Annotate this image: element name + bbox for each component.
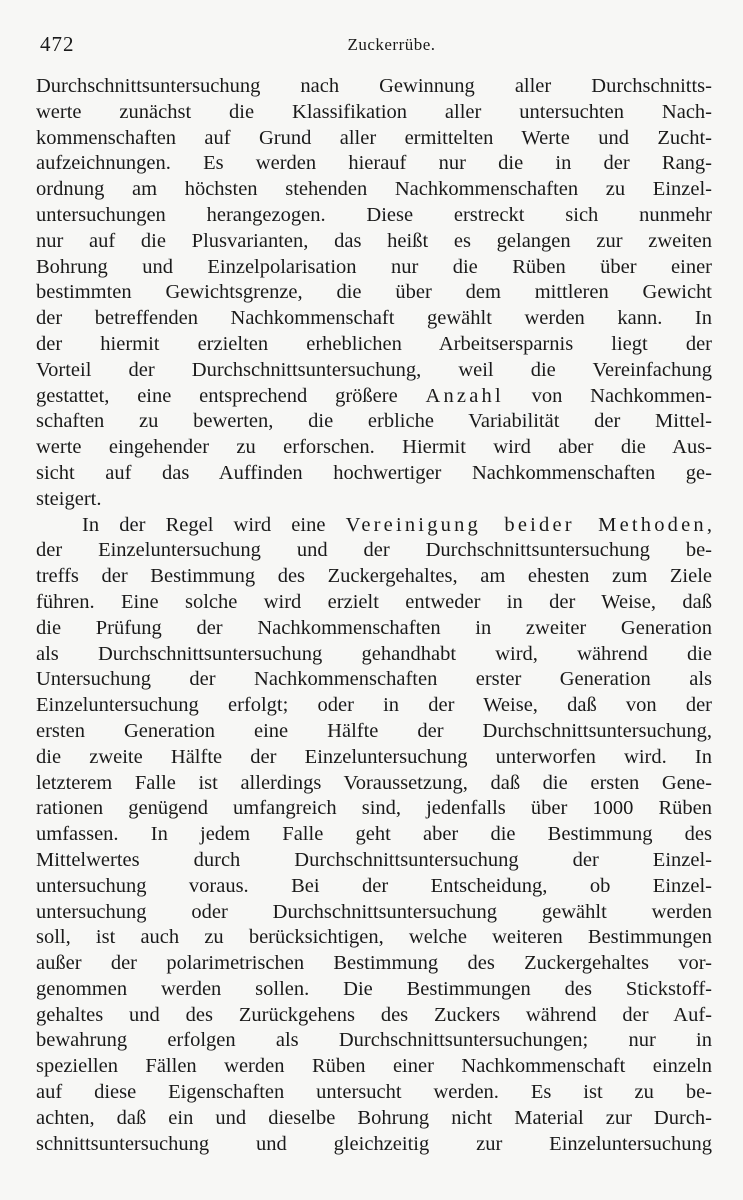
line-text: genommen werden sollen. Die Bestimmungen des Stickstoff- <box>36 977 712 1000</box>
running-title: Zuckerrübe. <box>347 35 436 54</box>
page-number: 472 <box>40 32 75 56</box>
text-line <box>36 925 712 951</box>
line-text: aufzeichnungen. Es werden hierauf nur die in der Rang- <box>36 152 712 175</box>
text-line <box>36 513 712 539</box>
line-text-after: , <box>706 513 712 536</box>
line-text: speziellen Fällen werden Rüben einer Nachkommenschaft einzeln <box>36 1055 712 1078</box>
line-text: untersuchung oder Durchschnittsuntersuchung gewählt werden <box>36 900 712 923</box>
text-line <box>36 667 712 693</box>
text-line <box>36 771 712 797</box>
text-line <box>36 384 712 410</box>
text-line <box>36 848 712 874</box>
text-line <box>36 151 712 177</box>
text-line <box>36 1054 712 1080</box>
line-text: rationen genügend umfangreich sind, jedenfalls über 1000 Rüben <box>36 797 712 820</box>
line-text: führen. Eine solche wird erzielt entweder in der Weise, daß <box>36 590 712 613</box>
line-text: die zweite Hälfte der Einzeluntersuchung unterworfen wird. In <box>36 745 712 768</box>
text-line <box>36 358 712 384</box>
line-text: nur auf die Plusvarianten, das heißt es gelangen zur zweiten <box>36 229 712 252</box>
text-line <box>36 538 712 564</box>
text-line <box>36 951 712 977</box>
text-line <box>36 719 712 745</box>
spaced-emphasis: Vereinigung beider Methoden <box>345 513 707 536</box>
line-text: Vorteil der Durchschnittsuntersuchung, weil die Vereinfachung <box>36 358 712 381</box>
line-text: schnittsuntersuchung und gleichzeitig zur Einzeluntersuchung <box>36 1132 712 1155</box>
text-line <box>36 745 712 771</box>
line-text: untersuchung voraus. Bei der Entscheidung, ob Einzel- <box>36 874 712 897</box>
body-text <box>36 74 712 1157</box>
line-text: werte eingehender zu erforschen. Hiermit wird aber die Aus- <box>36 436 712 459</box>
text-line <box>36 822 712 848</box>
text-line <box>36 590 712 616</box>
line-text: bestimmten Gewichtsgrenze, die über dem mittleren Gewicht <box>36 281 712 304</box>
line-text: ordnung am höchsten stehenden Nachkommenschaften zu Einzel- <box>36 178 712 201</box>
spaced-emphasis: Anzahl <box>425 384 504 407</box>
line-text: soll, ist auch zu berücksichtigen, welche weiteren Bestimmungen <box>36 926 712 949</box>
line-text: gehaltes und des Zurückgehens des Zuckers während der Auf- <box>36 1003 712 1026</box>
line-text: Mittelwertes durch Durchschnittsuntersuchung der Einzel- <box>36 848 712 871</box>
text-line <box>36 1003 712 1029</box>
text-line <box>36 177 712 203</box>
page-header <box>36 28 707 62</box>
text-line <box>36 642 712 668</box>
line-text: Bohrung und Einzelpolarisation nur die Rüben über einer <box>36 255 712 278</box>
text-line <box>36 977 712 1003</box>
text-line <box>36 461 712 487</box>
text-line <box>36 280 712 306</box>
text-line <box>36 1106 712 1132</box>
line-text: als Durchschnittsuntersuchung gehandhabt wird, während die <box>36 642 712 665</box>
line-text-after: von Nachkommen- <box>503 384 712 407</box>
text-line <box>36 100 712 126</box>
text-line <box>36 435 712 461</box>
text-line <box>36 1028 712 1054</box>
line-text: In der Regel wird eine <box>82 513 326 536</box>
text-line <box>36 874 712 900</box>
line-text: Durchschnittsuntersuchung nach Gewinnung aller Durchschnitts- <box>36 75 712 97</box>
text-line <box>36 564 712 590</box>
text-line <box>36 900 712 926</box>
line-text: der Einzeluntersuchung und der Durchschnittsuntersuchung be- <box>36 539 712 562</box>
line-text: achten, daß ein und dieselbe Bohrung nicht Material zur Durch- <box>36 1106 712 1129</box>
line-text: umfassen. In jedem Falle geht aber die Bestimmung des <box>36 823 712 846</box>
text-line <box>36 693 712 719</box>
line-text: der hiermit erzielten erheblichen Arbeitsersparnis liegt der <box>36 332 712 355</box>
line-text: der betreffenden Nachkommenschaft gewählt werden kann. In <box>36 307 712 330</box>
line-text: außer der polarimetrischen Bestimmung des Zuckergehaltes vor- <box>36 952 712 975</box>
text-line <box>36 796 712 822</box>
line-text: untersuchungen herangezogen. Diese erstreckt sich nunmehr <box>36 203 712 226</box>
line-text: sicht auf das Auffinden hochwertiger Nachkommenschaften ge- <box>36 461 712 484</box>
line-text: Einzeluntersuchung erfolgt; oder in der Weise, daß von der <box>36 694 712 717</box>
text-line <box>36 332 712 358</box>
text-line <box>36 1080 712 1106</box>
text-line <box>36 255 712 281</box>
line-text: gestattet, eine entsprechend größere <box>36 384 398 407</box>
text-line <box>36 126 712 152</box>
text-line <box>36 487 712 513</box>
line-text: Untersuchung der Nachkommenschaften erster Generation als <box>36 668 712 691</box>
line-text: treffs der Bestimmung des Zuckergehaltes, am ehesten zum Ziele <box>36 565 712 588</box>
text-line <box>36 616 712 642</box>
line-text: letzterem Falle ist allerdings Voraussetzung, daß die ersten Gene- <box>36 771 712 794</box>
text-line <box>36 74 712 100</box>
line-text: ersten Generation eine Hälfte der Durchschnittsuntersuchung, <box>36 719 712 742</box>
line-text: die Prüfung der Nachkommenschaften in zweiter Generation <box>36 616 712 639</box>
line-text: schaften zu bewerten, die erbliche Variabilität der Mittel- <box>36 410 712 433</box>
text-line <box>36 203 712 229</box>
line-text: werte zunächst die Klassifikation aller untersuchten Nach- <box>36 100 712 123</box>
line-text: auf diese Eigenschaften untersucht werden. Es ist zu be- <box>36 1081 712 1104</box>
text-line <box>36 229 712 255</box>
line-text: steigert. <box>36 487 102 510</box>
line-text: kommenschaften auf Grund aller ermittelten Werte und Zucht- <box>36 126 712 149</box>
text-line <box>36 1132 712 1158</box>
text-line <box>36 306 712 332</box>
text-line <box>36 409 712 435</box>
line-text: bewahrung erfolgen als Durchschnittsuntersuchungen; nur in <box>36 1029 712 1052</box>
